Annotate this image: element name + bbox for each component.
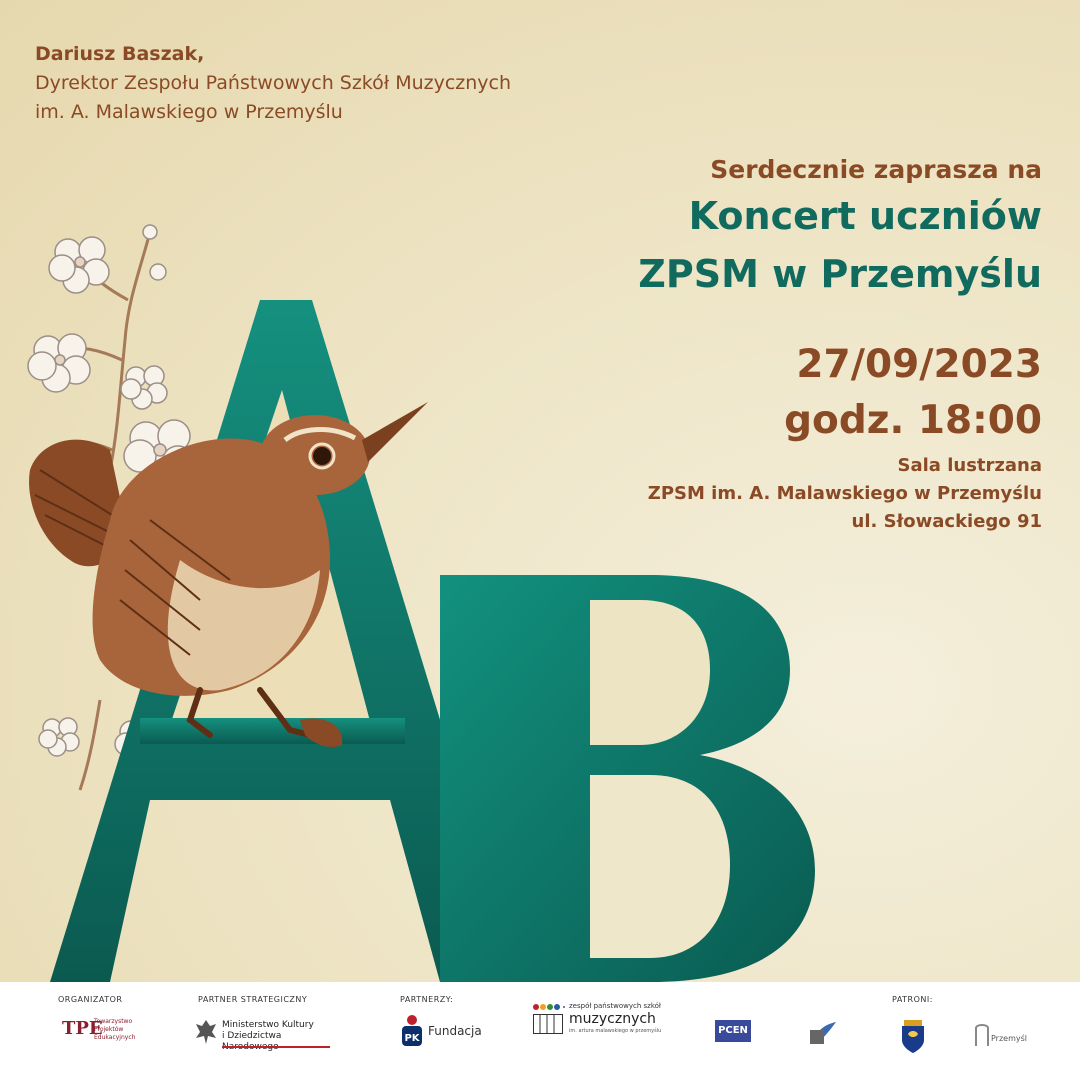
zpsm-logo (533, 1002, 663, 1052)
ministry-line1: Ministerstwo Kultury (222, 1020, 314, 1030)
przemysl-text: Przemyśl (991, 1034, 1028, 1043)
concert-title-line2: ZPSM w Przemyślu (638, 252, 1042, 296)
organizer-label: ORGANIZATOR (58, 995, 123, 1004)
tpe-logo (62, 1014, 142, 1054)
tpe-text: Towarzystwo Projektów Edukacyjnych (94, 1018, 136, 1041)
pcen-logo (715, 1020, 755, 1056)
letter-a-crossbar (140, 718, 405, 744)
invitation-lead: Serdecznie zaprasza na (710, 155, 1042, 184)
ministry-line2: i Dziedzictwa (222, 1031, 282, 1041)
host-role-line1: Dyrektor Zespołu Państwowych Szkół Muzycznych (35, 72, 512, 94)
ministry-logo (194, 1018, 339, 1052)
eagle-emblem-icon (194, 1018, 218, 1046)
pko-text: Fundacja (428, 1024, 482, 1038)
gmina-przemysl-logo (975, 1022, 1028, 1054)
event-date: 27/09/2023 (796, 342, 1042, 387)
concert-title-line1: Koncert uczniów (688, 194, 1042, 238)
gate-icon (975, 1022, 989, 1046)
zpsm-big-text: muzycznych (569, 1011, 656, 1027)
zpsm-piano-icon (533, 1014, 563, 1034)
event-venue (648, 452, 1042, 536)
tpe-mark: TPE (62, 1018, 103, 1039)
host-role-line2: im. A. Malawskiego w Przemyślu (35, 101, 343, 123)
venue-line3: ul. Słowackiego 91 (851, 511, 1042, 532)
pko-fundacja-logo (400, 1014, 480, 1054)
patrons-label: PATRONI: (892, 995, 933, 1004)
host-name: Dariusz Baszak, (35, 43, 205, 65)
event-time: godz. 18:00 (784, 398, 1042, 443)
host-block (35, 40, 511, 127)
zpsm-sub-text: im. artura malawskiego w przemyślu (569, 1028, 662, 1034)
sponsors-footer (0, 982, 1080, 1080)
venue-line1: Sala lustrzana (897, 455, 1042, 476)
venue-line2: ZPSM im. A. Malawskiego w Przemyślu (647, 483, 1042, 504)
pko-piggy-icon (400, 1014, 424, 1048)
svg-text:PK: PK (404, 1033, 420, 1044)
strategic-partner-label: PARTNER STRATEGICZNY (198, 995, 308, 1004)
znp-logo (808, 1020, 844, 1056)
letter-b-shape (440, 575, 815, 982)
quill-logo-icon (808, 1020, 840, 1048)
ministry-underline (222, 1046, 330, 1048)
partners-label: PARTNERZY: (400, 995, 454, 1004)
zpsm-colored-dots-icon (533, 1002, 565, 1012)
zpsm-small-text: zespół państwowych szkół (569, 1002, 661, 1010)
pcen-mark: PCEN (715, 1020, 751, 1042)
coat-of-arms-icon (900, 1020, 926, 1054)
przemysl-coat-of-arms-logo (900, 1020, 926, 1054)
